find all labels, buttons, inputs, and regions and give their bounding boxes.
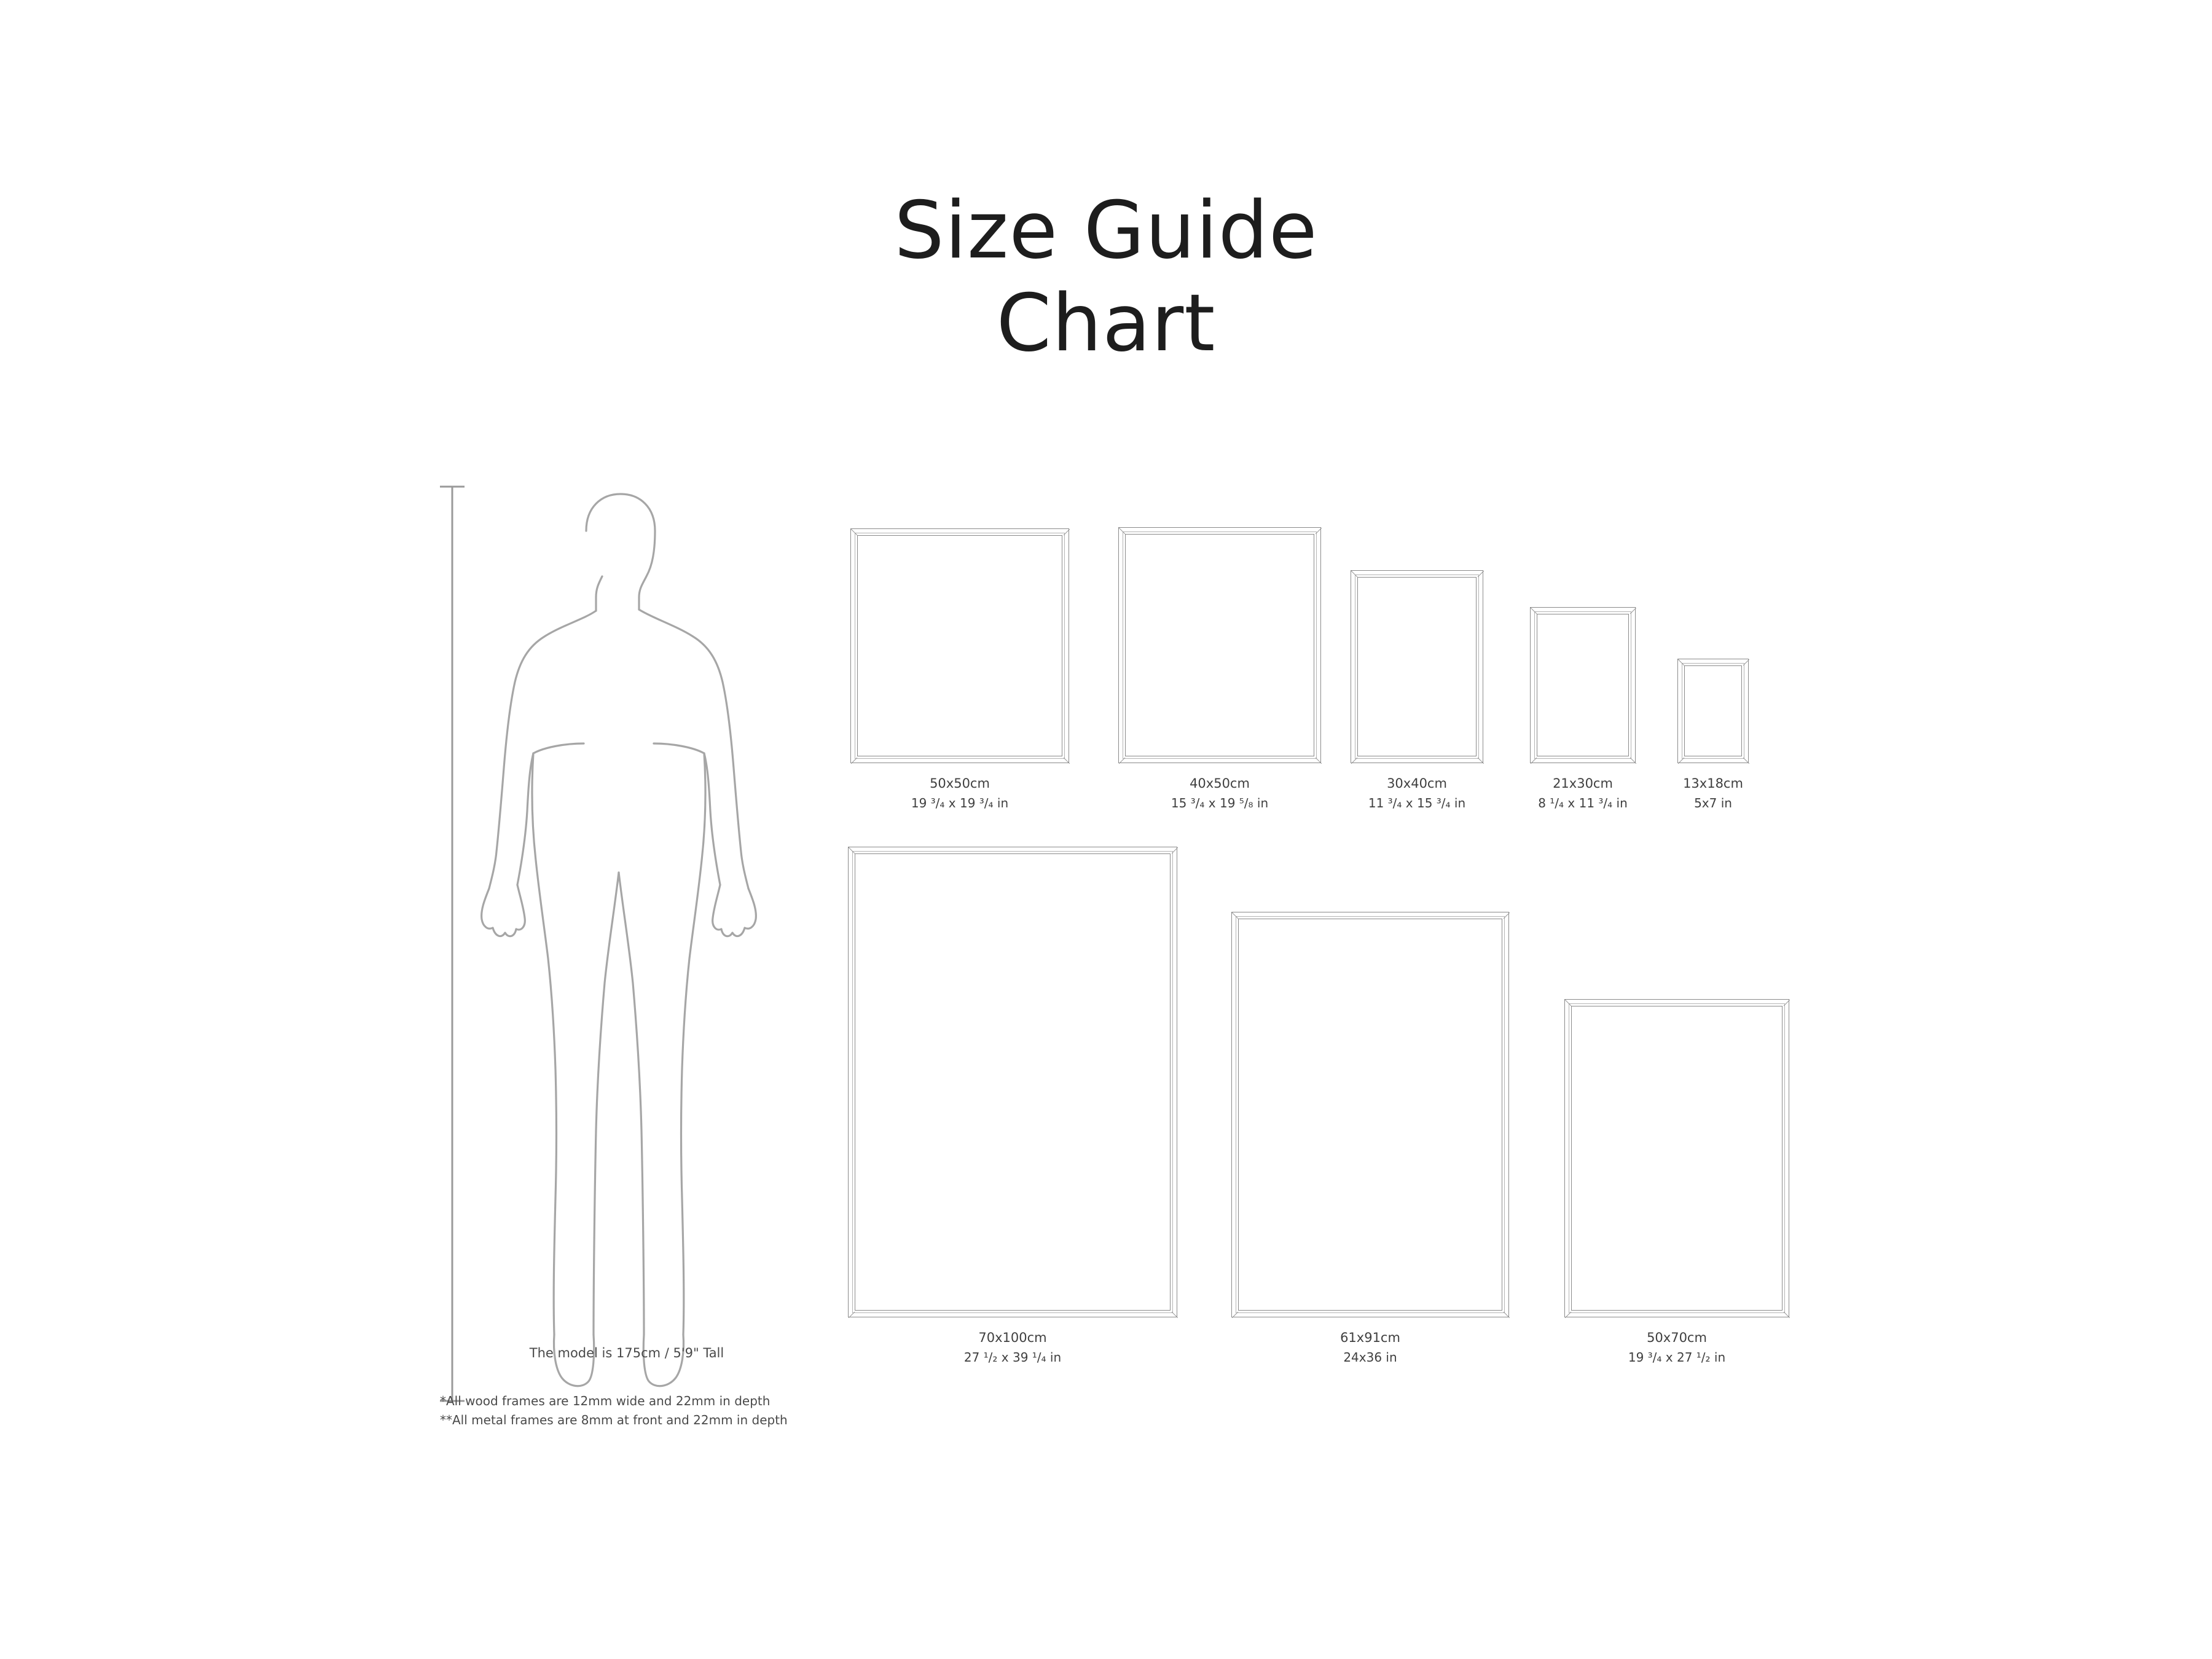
frame-size-inches: 11 ³/₄ x 15 ³/₄ in	[1368, 795, 1466, 810]
frame-corner-miters	[1565, 1000, 1790, 1318]
note-wood-frames: *All wood frames are 12mm wide and 22mm in depth	[440, 1394, 771, 1408]
frame-size-labels	[848, 1328, 1177, 1367]
frame-70x100	[848, 847, 1177, 1385]
frame-40x50	[1118, 527, 1321, 831]
title-line-1: Size Guide	[894, 185, 1318, 276]
frame-size-cm: 61x91cm	[1340, 1330, 1400, 1345]
frame-61x91	[1231, 912, 1509, 1385]
frame-21x30	[1530, 607, 1636, 831]
model-caption: The model is 175cm / 5'9" Tall	[529, 1346, 724, 1360]
frame-size-cm: 40x50cm	[1190, 776, 1250, 791]
frame-size-inches: 27 ¹/₂ x 39 ¹/₄ in	[963, 1349, 1062, 1365]
frame-corner-miters	[1232, 912, 1510, 1318]
frame-size-labels	[850, 774, 1069, 812]
frame-size-labels	[1677, 774, 1749, 812]
frame-size-inches: 24x36 in	[1343, 1349, 1397, 1365]
frame-outline	[1530, 607, 1636, 763]
frame-size-cm: 21x30cm	[1553, 776, 1613, 791]
frame-50x70	[1564, 999, 1789, 1385]
frame-size-labels	[1530, 774, 1636, 812]
frame-30x40	[1351, 570, 1483, 831]
frame-size-labels	[1231, 1328, 1509, 1367]
frame-corner-miters	[1678, 659, 1749, 764]
frame-size-cm: 30x40cm	[1387, 776, 1447, 791]
frame-outline	[1118, 527, 1321, 763]
frame-outline	[1351, 570, 1483, 763]
frame-notes	[440, 1392, 907, 1430]
frame-size-inches: 19 ³/₄ x 19 ³/₄ in	[911, 795, 1009, 810]
frame-size-labels	[1564, 1328, 1789, 1367]
title-line-2: Chart	[996, 278, 1216, 370]
frame-outline	[1677, 659, 1749, 763]
frame-size-inches: 19 ³/₄ x 27 ¹/₂ in	[1628, 1349, 1726, 1365]
frame-size-labels	[1351, 774, 1483, 812]
note-metal-frames: **All metal frames are 8mm at front and 22mm in depth	[440, 1413, 788, 1427]
frame-outline	[1231, 912, 1509, 1317]
frame-outline	[1564, 999, 1789, 1317]
model-silhouette-area	[430, 479, 823, 1438]
frame-outline	[850, 528, 1069, 763]
frame-corner-miters	[1119, 528, 1322, 764]
frame-13x18	[1677, 659, 1749, 831]
frame-corner-miters	[851, 529, 1070, 764]
frame-corner-miters	[849, 847, 1178, 1318]
frame-size-inches: 8 ¹/₄ x 11 ³/₄ in	[1538, 795, 1628, 810]
height-ruler-icon	[440, 487, 465, 1401]
frame-50x50	[850, 528, 1069, 831]
page-title	[0, 184, 2212, 370]
frame-size-inches: 15 ³/₄ x 19 ⁵/₈ in	[1171, 795, 1269, 810]
frame-corner-miters	[1351, 571, 1484, 764]
frame-size-cm: 50x50cm	[930, 776, 990, 791]
frame-corner-miters	[1531, 608, 1636, 764]
frame-size-inches: 5x7 in	[1694, 795, 1732, 810]
frame-outline	[848, 847, 1177, 1317]
frame-size-cm: 50x70cm	[1647, 1330, 1707, 1345]
frame-size-cm: 70x100cm	[978, 1330, 1047, 1345]
frame-size-cm: 13x18cm	[1683, 776, 1743, 791]
model-figure-svg	[430, 479, 823, 1438]
frame-size-labels	[1118, 774, 1321, 812]
